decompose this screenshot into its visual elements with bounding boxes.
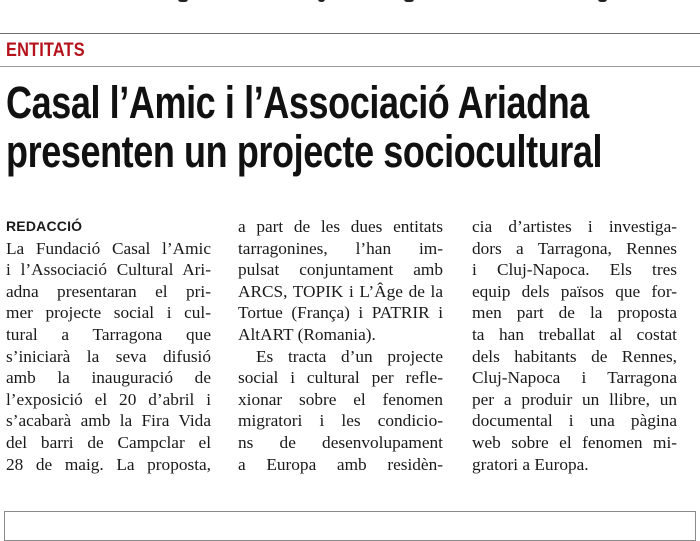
body-line: per a produir un llibre, un <box>472 389 677 409</box>
body-line: La Fundació Casal l’Amic <box>6 238 211 258</box>
next-article-frame <box>4 511 696 541</box>
body-line: 28 de maig. La proposta, <box>6 454 211 474</box>
article-column-2 <box>238 216 443 475</box>
body-line: a Europa amb residèn- <box>238 454 443 474</box>
body-line: pulsat conjuntament amb <box>238 260 443 280</box>
body-line: AltART (Romania). <box>238 324 376 344</box>
section-label: ENTITATS <box>6 40 85 61</box>
body-line: social i cultural per refle- <box>238 368 443 388</box>
body-line: xionar sobre el fenomen <box>238 389 443 409</box>
section-divider <box>0 66 700 67</box>
article-column-3 <box>472 216 677 475</box>
body-line: dors a Tarragona, Rennes <box>472 238 677 258</box>
body-line: s’acabarà amb la Fira Vida <box>6 411 211 431</box>
body-line: amb la inauguració de <box>6 368 211 388</box>
body-line: web sobre el fenomen mi- <box>472 432 677 452</box>
body-line: ARCS, TOPIK i L’Âge de la <box>238 281 443 301</box>
body-line: a part de les dues entitats <box>238 217 443 236</box>
body-line: s’iniciarà la seva difusió <box>6 346 211 366</box>
body-line: i l’Associació Cultural Ari- <box>6 260 211 280</box>
body-line: Tortue (França) i PATRIR i <box>238 303 443 323</box>
top-divider <box>0 33 700 34</box>
body-line: equip dels països que for- <box>472 281 677 301</box>
headline-line: Casal l’Amic i l’Associació Ariadna <box>6 77 589 128</box>
body-line: mer projecte social i cul- <box>6 303 211 323</box>
body-line: ns de desenvolupament <box>238 432 443 452</box>
body-line: Cluj-Napoca i Tarragona <box>472 368 677 388</box>
body-line: del barri de Campclar el <box>6 432 211 452</box>
body-line: tural a Tarragona que <box>6 324 211 344</box>
body-line: men part de la proposta <box>472 303 677 323</box>
body-line: i Cluj-Napoca. Els tres <box>472 260 677 280</box>
previous-article-text-fragment <box>0 0 700 6</box>
body-line: documental i una pàgina <box>472 411 677 431</box>
body-line: Es tracta d’un projecte <box>256 346 443 366</box>
body-line: gratori a Europa. <box>472 454 589 474</box>
body-line: ta han treballat al costat <box>472 324 677 344</box>
byline: REDACCIÓ <box>6 218 83 234</box>
body-line: tarragonines, l’han im- <box>238 238 443 258</box>
article-column-1 <box>6 216 211 475</box>
body-line: migratori i les condicio- <box>238 411 443 431</box>
body-line: adna presentaran el pri- <box>6 281 211 301</box>
body-line: cia d’artistes i investiga- <box>472 217 677 236</box>
body-line: dels habitants de Rennes, <box>472 346 677 366</box>
headline-line: presenten un projecte sociocultural <box>6 126 603 177</box>
body-line: l’exposició el 20 d’abril i <box>6 389 211 409</box>
article-headline <box>6 78 646 176</box>
